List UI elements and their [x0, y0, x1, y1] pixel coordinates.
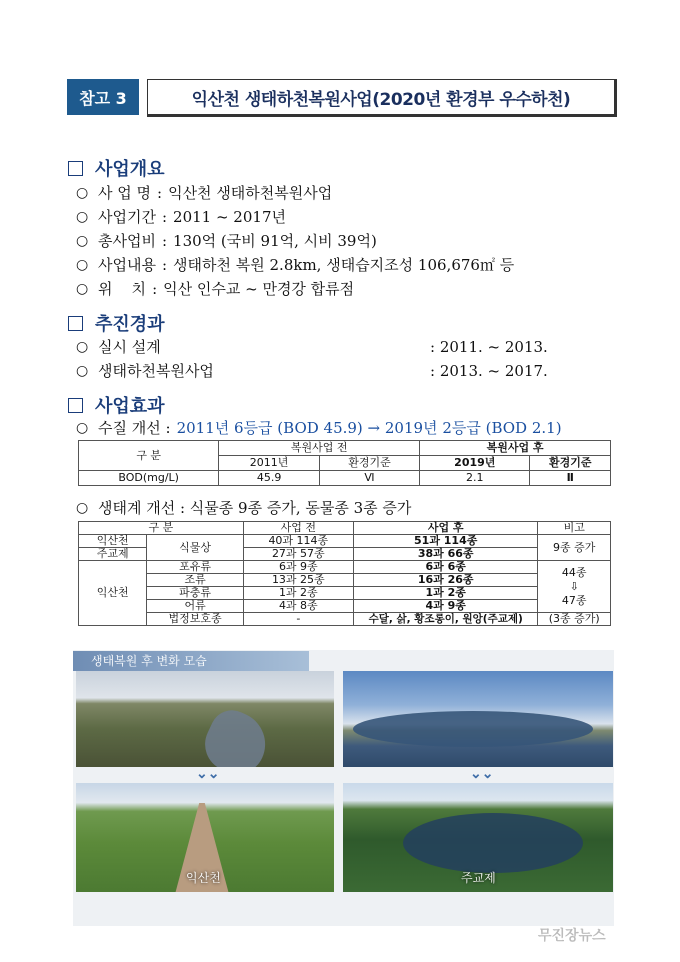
- table-cell: -: [243, 613, 353, 626]
- table-header: 사업 후: [353, 522, 538, 535]
- section-progress: [68, 310, 165, 336]
- section-title: 사업효과: [95, 396, 165, 417]
- species-table: [78, 521, 611, 626]
- table-header: 복원사업 전: [219, 441, 420, 456]
- page-title: 익산천 생태하천복원사업(2020년 환경부 우수하천): [147, 79, 617, 117]
- section-effects: [68, 392, 165, 418]
- table-cell: 4과 8종: [243, 600, 353, 613]
- table-cell: 40과 114종: [243, 535, 353, 548]
- chevron-down-icon: ⌄⌄: [196, 766, 220, 782]
- table-cell: 익산천: [79, 535, 147, 548]
- square-bullet-icon: [68, 398, 83, 413]
- water-quality-value: 2011년 6등급 (BOD 45.9) → 2019년 2등급 (BOD 2.1): [176, 419, 562, 437]
- square-bullet-icon: [68, 316, 83, 331]
- item-value: 익산 인수교 ~ 만경강 합류점: [163, 280, 355, 298]
- item-key: 사 업 명: [98, 184, 152, 202]
- circle-bullet-icon: ○: [76, 362, 89, 379]
- table-cell: 51과 114종: [353, 535, 538, 548]
- overview-item: ○ 위 치 : 익산 인수교 ~ 만경강 합류점: [76, 279, 355, 298]
- item-key: 위 치: [98, 280, 147, 298]
- table-header: 사업 전: [243, 522, 353, 535]
- table-cell: 6과 6종: [353, 561, 538, 574]
- photo-caption: 주교제: [461, 871, 496, 885]
- table-cell: 38과 66종: [353, 548, 538, 561]
- overview-item: ○ 사업기간 : 2011 ~ 2017년: [76, 207, 286, 226]
- progress-period: : 2011. ~ 2013.: [430, 337, 548, 356]
- table-header: 2011년: [219, 456, 319, 471]
- circle-bullet-icon: ○: [76, 338, 89, 355]
- item-value: 생태하천 복원 2.8km, 생태습지조성 106,676㎡ 등: [173, 256, 515, 274]
- table-cell: (3종 증가): [538, 613, 611, 626]
- overview-item: ○ 총사업비 : 130억 (국비 91억, 시비 39억): [76, 231, 377, 250]
- circle-bullet-icon: ○: [76, 419, 89, 436]
- table-cell: 16과 26종: [353, 574, 538, 587]
- section-title: 추진경과: [95, 314, 165, 335]
- section-title: 사업개요: [95, 159, 165, 180]
- table-cell: 45.9: [219, 471, 319, 486]
- progress-label: 생태하천복원사업: [98, 362, 214, 380]
- table-cell: 조류: [147, 574, 243, 587]
- progress-period: : 2013. ~ 2017.: [430, 361, 548, 380]
- table-cell: [538, 561, 611, 613]
- photo-jugyoje-after: [343, 783, 613, 892]
- table-cell: 1과 2종: [243, 587, 353, 600]
- square-bullet-icon: [68, 161, 83, 176]
- progress-item: [76, 336, 596, 357]
- table-cell: 9종 증가: [538, 535, 611, 561]
- progress-label: 실시 설계: [98, 338, 161, 356]
- table-cell: 어류: [147, 600, 243, 613]
- item-key: 사업내용: [98, 256, 156, 274]
- section-overview: [68, 155, 165, 181]
- ecosystem-item: [76, 497, 411, 518]
- circle-bullet-icon: ○: [76, 280, 89, 297]
- item-value: 2011 ~ 2017년: [173, 208, 286, 226]
- item-key: 수질 개선 :: [98, 419, 171, 437]
- ecosystem-value: 생태계 개선 : 식물종 9종 증가, 동물종 3종 증가: [98, 499, 412, 517]
- circle-bullet-icon: ○: [76, 184, 89, 201]
- note-text: 44종: [561, 565, 587, 579]
- circle-bullet-icon: ○: [76, 499, 89, 516]
- table-cell: 익산천: [79, 561, 147, 626]
- water-quality-item: [76, 417, 562, 438]
- table-header: 복원사업 후: [420, 441, 611, 456]
- reference-badge: 참고 3: [67, 79, 139, 115]
- table-cell: 27과 57종: [243, 548, 353, 561]
- table-cell: Ⅵ: [319, 471, 419, 486]
- watermark-logo: 무진장뉴스: [538, 928, 606, 944]
- chevron-down-icon: ⌄⌄: [470, 766, 494, 782]
- table-header: 비고: [538, 522, 611, 535]
- table-cell: 2.1: [420, 471, 530, 486]
- table-cell: 13과 25종: [243, 574, 353, 587]
- table-cell: BOD(mg/L): [79, 471, 219, 486]
- photo-iksancheon-before: [76, 671, 334, 767]
- table-cell: 주교제: [79, 548, 147, 561]
- bod-table: [78, 440, 611, 486]
- item-key: 사업기간: [98, 208, 156, 226]
- item-value: 익산천 생태하천복원사업: [168, 184, 333, 202]
- table-cell: 파충류: [147, 587, 243, 600]
- table-cell: 수달, 삵, 황조롱이, 원앙(주교제): [353, 613, 538, 626]
- circle-bullet-icon: ○: [76, 232, 89, 249]
- photo-caption: 익산천: [186, 871, 221, 885]
- circle-bullet-icon: ○: [76, 208, 89, 225]
- note-text: 47종: [561, 593, 587, 607]
- item-key: 총사업비: [98, 232, 156, 250]
- table-cell: 법정보호종: [147, 613, 243, 626]
- table-header: 구 분: [79, 441, 219, 471]
- table-header: 환경기준: [319, 456, 419, 471]
- table-header: 환경기준: [530, 456, 611, 471]
- table-header: 2019년: [420, 456, 530, 471]
- item-value: 130억 (국비 91억, 시비 39억): [173, 232, 377, 250]
- overview-item: ○ 사업내용 : 생태하천 복원 2.8km, 생태습지조성 106,676㎡ 등: [76, 255, 515, 274]
- table-cell: 6과 9종: [243, 561, 353, 574]
- photo-jugyoje-before: [343, 671, 613, 767]
- table-cell: 식물상: [147, 535, 243, 561]
- overview-item: ○ 사 업 명 : 익산천 생태하천복원사업: [76, 183, 333, 202]
- photo-iksancheon-after: [76, 783, 334, 892]
- table-cell: 4과 9종: [353, 600, 538, 613]
- table-cell: 1과 2종: [353, 587, 538, 600]
- circle-bullet-icon: ○: [76, 256, 89, 273]
- table-cell: 포유류: [147, 561, 243, 574]
- table-cell: Ⅱ: [530, 471, 611, 486]
- table-header: 구 분: [79, 522, 244, 535]
- arrow-down-icon: ⇩: [569, 579, 579, 593]
- progress-item: [76, 360, 596, 381]
- photo-tag: 생태복원 후 변화 모습: [73, 651, 309, 671]
